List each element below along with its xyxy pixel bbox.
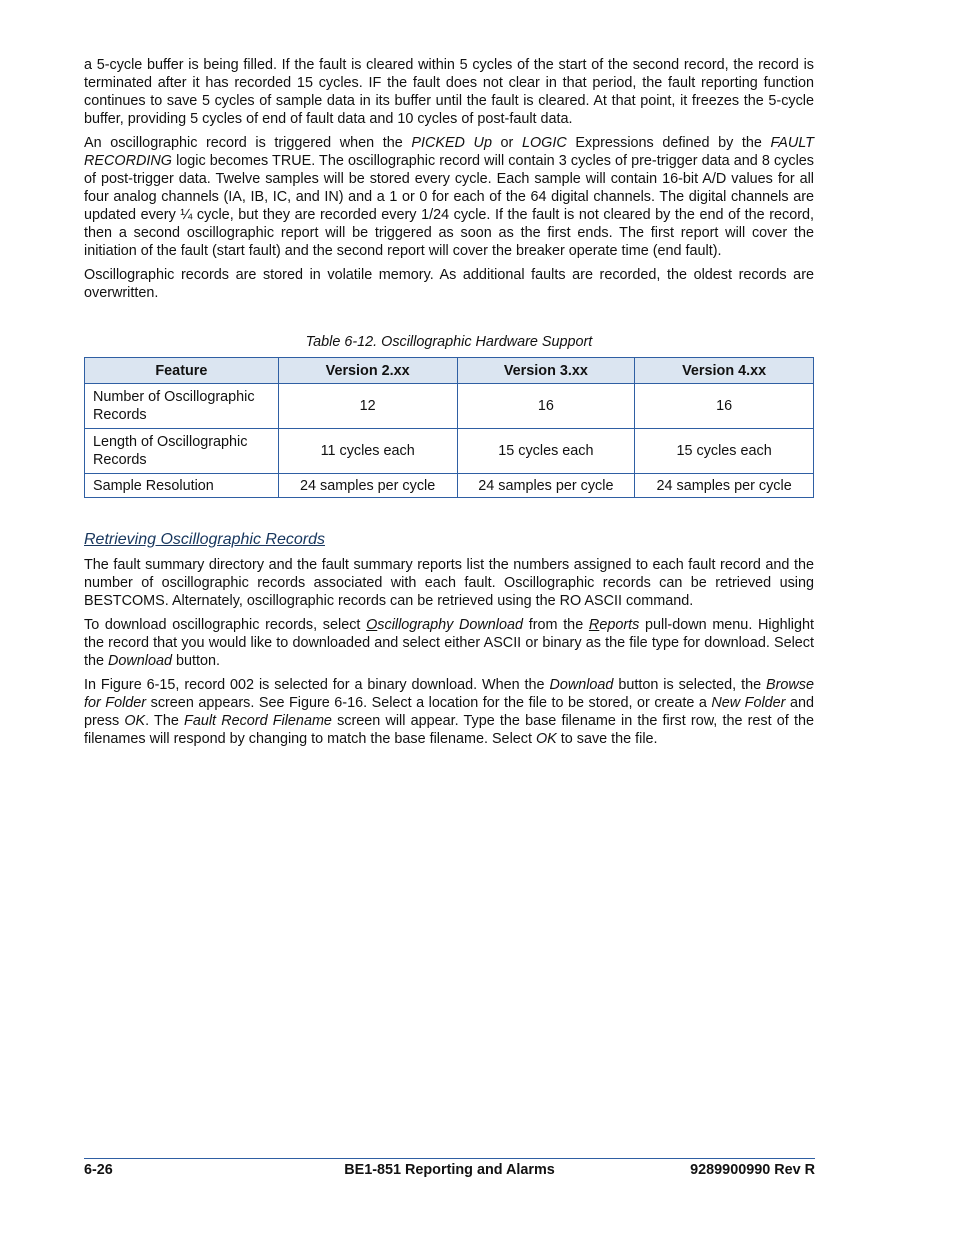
table-cell: 16	[457, 384, 635, 429]
page-footer	[84, 1158, 815, 1178]
table-cell: 24 samples per cycle	[457, 474, 635, 498]
paragraph-figure: In Figure 6-15, record 002 is selected for a binary download. When the Download button is selected, the Browse for Folder screen appears. See Figure 6-16. Select a location for the file to be stored, or create a New Folder and press OK. The Fault Record Filename screen will appear. Type the base filename in the first row, the rest of the filenames will respond by changing to match the base filename. Select OK to save the file.	[84, 677, 814, 747]
table-cell: Length of Oscillographic Records	[85, 429, 279, 474]
table-row	[85, 474, 814, 498]
table-cell: 15 cycles each	[457, 429, 635, 474]
table-cell: Sample Resolution	[85, 474, 279, 498]
page-number: 6-26	[84, 1162, 113, 1178]
section-heading: Retrieving Oscillographic Records	[84, 531, 325, 548]
header-version-4: Version 4.xx	[635, 358, 814, 384]
paragraph-storage: Oscillographic records are stored in volatile memory. As additional faults are recorded, the oldest records are overwritten.	[84, 267, 814, 301]
document-title: BE1-851 Reporting and Alarms	[344, 1162, 555, 1178]
paragraph-trigger: An oscillographic record is triggered when the PICKED Up or LOGIC Expressions defined by the FAULT RECORDING logic becomes TRUE. The oscillographic record will contain 3 cycles of pre-trigger data and 8 cycles of post-trigger data. Twelve samples will be stored every cycle. Each sample will contain 16-bit A/D values for all four analog channels (IA, IB, IC, and IN) and a 1 or 0 for each of the 64 digital channels. The digital channels are updated every ¼ cycle, but they are recorded every 1/24 cycle. If the fault is not cleared by the end of the record, then a second oscillographic report will be triggered as soon as the first ends. The first report will cover the initiation of the fault (start fault) and the second report will cover the breaker operate time (end fault).	[84, 135, 814, 259]
header-version-2: Version 2.xx	[278, 358, 457, 384]
header-feature: Feature	[85, 358, 279, 384]
table-cell: 11 cycles each	[278, 429, 457, 474]
table-cell: Number of Oscillographic Records	[85, 384, 279, 429]
table-cell: 24 samples per cycle	[635, 474, 814, 498]
page-content	[84, 56, 814, 754]
table-cell: 15 cycles each	[635, 429, 814, 474]
table-row	[85, 429, 814, 474]
header-version-3: Version 3.xx	[457, 358, 635, 384]
table-row	[85, 384, 814, 429]
table-cell: 16	[635, 384, 814, 429]
hardware-support-table	[84, 357, 814, 498]
table-cell: 24 samples per cycle	[278, 474, 457, 498]
paragraph-buffer: a 5-cycle buffer is being filled. If the fault is cleared within 5 cycles of the start of the second record, the record is terminated after it has recorded 15 cycles. IF the fault does not clear in that period, the fault reporting function continues to save 5 cycles of sample data in its buffer until the fault is cleared. At that point, it freezes the 5-cycle buffer, providing 5 cycles of end of fault data and 10 cycles of post-fault data.	[84, 57, 814, 127]
table-header-row	[85, 358, 814, 384]
document-number: 9289900990 Rev R	[690, 1162, 815, 1178]
table-caption: Table 6-12. Oscillographic Hardware Support	[305, 334, 593, 350]
paragraph-directory: The fault summary directory and the fault summary reports list the numbers assigned to each fault record and the number of oscillographic records associated with each fault. Oscillographic records can be retrieved using BESTCOMS. Alternately, oscillographic records can be retrieved using the RO ASCII command.	[84, 557, 814, 609]
table-cell: 12	[278, 384, 457, 429]
paragraph-download: To download oscillographic records, select Oscillography Download from the Reports pull-down menu. Highlight the record that you would like to downloaded and select either ASCII or binary as the file type for download. Select the Download button.	[84, 617, 815, 669]
